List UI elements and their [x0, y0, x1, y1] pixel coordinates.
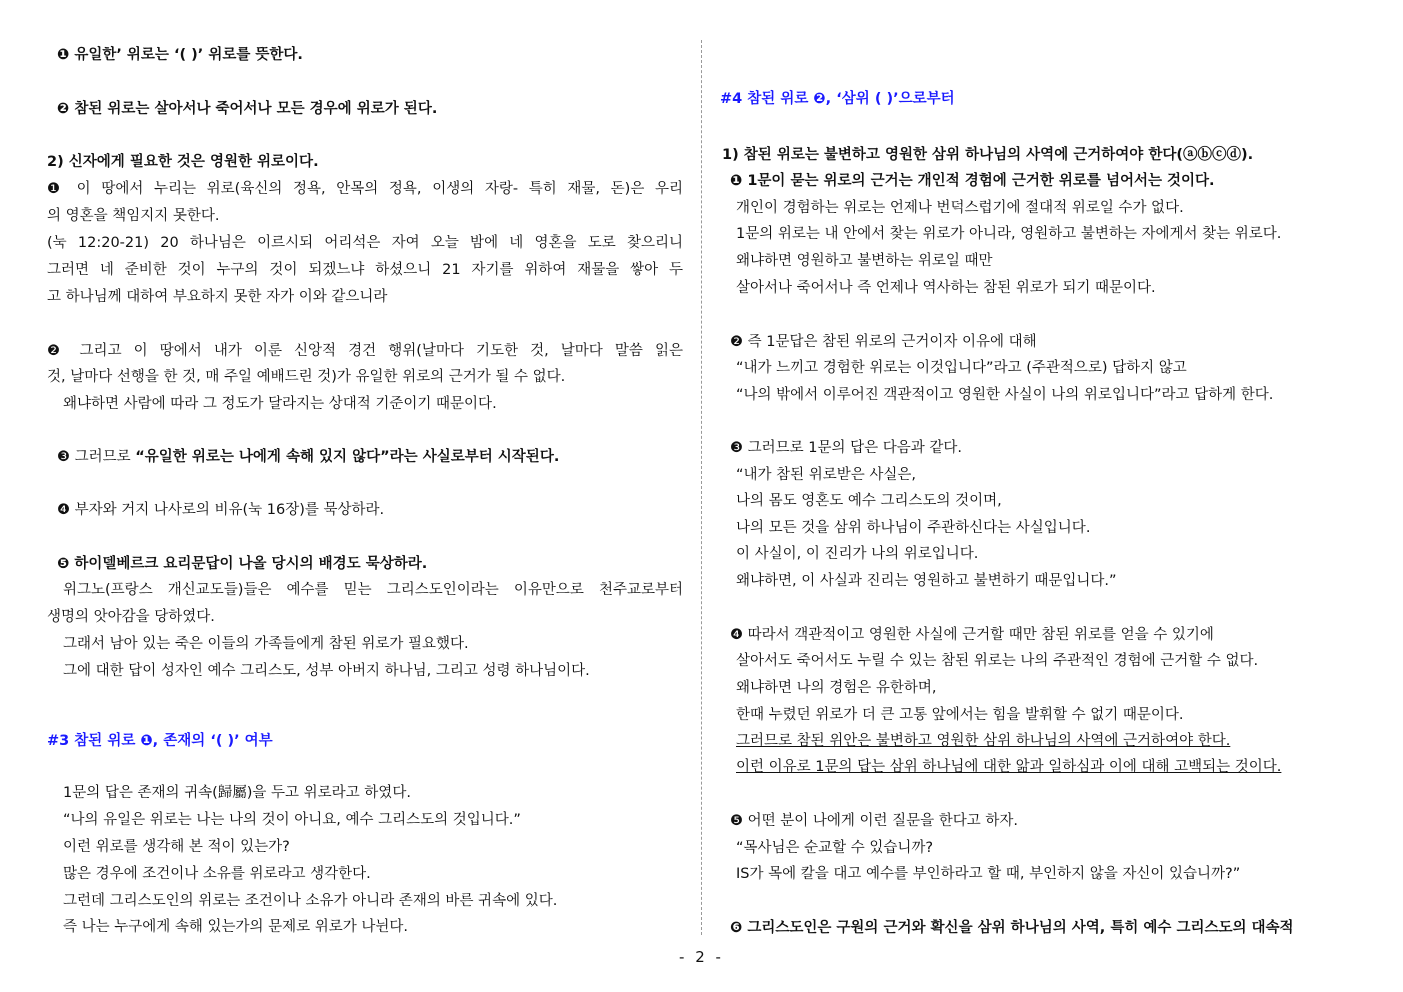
item-2-line: ❷ 즉 1문답은 참된 위로의 근거이자 이유에 대해 [730, 334, 1037, 350]
item-4-line: ❹ 따라서 객관적이고 영원한 사실에 근거할 때만 참된 위로를 얻을 수 있기에 [730, 627, 1214, 643]
paragraph-line: 생명의 앗아감을 당하였다. [47, 609, 215, 625]
paragraph-line: 왜냐하면 사람에 따라 그 정도가 달라지는 상대적 기준이기 때문이다. [63, 396, 497, 412]
section-4-heading: #4 참된 위로 ❷, ‘삼위 ( )’으로부터 [720, 91, 955, 107]
item-1-line: ❶ 1문이 묻는 위로의 근거는 개인적 경험에 근거한 위로를 넘어서는 것이다. [730, 173, 1215, 189]
quote-line: 왜냐하면, 이 사실과 진리는 영원하고 불변하기 때문입니다.” [736, 573, 1117, 589]
item-3-line [47, 447, 559, 467]
section-3-heading: #3 참된 위로 ❶, 존재의 ‘( )’ 여부 [47, 733, 273, 749]
paragraph-line: “나의 유일은 위로는 나는 나의 것이 아니요, 예수 그리스도의 것입니다.” [63, 812, 521, 828]
paragraph-line: 이런 위로를 생각해 본 적이 있는가? [63, 839, 290, 855]
paragraph-line: 많은 경우에 조건이나 소유를 위로라고 생각한다. [63, 866, 371, 882]
paragraph-line: 그에 대한 답이 성자인 예수 그리스도, 성부 아버지 하나님, 그리고 성령 하나님이다. [63, 663, 590, 679]
paragraph-line: 1문의 위로는 내 안에서 찾는 위로가 아니라, 영원하고 불변하는 자에게서 찾는 위로다. [736, 226, 1282, 242]
quote-line: “목사님은 순교할 수 있습니까? [736, 840, 934, 856]
quote-line: IS가 목에 칼을 대고 예수를 부인하라고 할 때, 부인하지 않을 자신이 있습니까?” [736, 866, 1241, 882]
scripture-line: 고 하나님께 대하여 부요하지 못한 자가 이와 같으니라 [47, 289, 388, 305]
paragraph-line: 왜냐하면 영원하고 불변하는 위로일 때만 [736, 253, 993, 269]
scripture-line: (눅 12:20-21) 20 하나님은 이르시되 어리석은 자여 오늘 밤에 네 영혼을 도로 찾으리니 [47, 235, 683, 251]
paragraph-line: 의 영혼을 책임지지 못한다. [47, 208, 220, 224]
paragraph-line: 1문의 답은 존재의 귀속(歸屬)을 두고 위로라고 하였다. [63, 785, 411, 801]
paragraph-line: 살아서도 죽어서도 누릴 수 있는 참된 위로는 나의 주관적인 경험에 근거할 수 없다. [736, 653, 1259, 669]
section-2-title: 2) 신자에게 필요한 것은 영원한 위로이다. [47, 154, 319, 170]
item-1-line: ❶ 유일한’ 위로는 ‘( )’ 위로를 뜻한다. [57, 47, 303, 63]
column-divider [701, 40, 702, 935]
paragraph-line: 그런데 그리스도인의 위로는 조건이나 소유가 아니라 존재의 바른 귀속에 있다. [63, 893, 558, 909]
underlined-line: 이런 이유로 1문의 답는 삼위 하나님에 대한 앎과 일하심과 이에 대해 고백되는 것이다. [736, 759, 1282, 775]
item-3-line: ❸ 그러므로 1문의 답은 다음과 같다. [730, 440, 962, 456]
item-5-line: ❺ 하이델베르크 요리문답이 나올 당시의 배경도 묵상하라. [57, 556, 428, 572]
quote-line: 나의 모든 것을 삼위 하나님이 주관하신다는 사실입니다. [736, 520, 1091, 536]
paragraph-line: “내가 느끼고 경험한 위로는 이것입니다”라고 (주관적으로) 답하지 않고 [736, 360, 1187, 376]
quote-line: 나의 몸도 영혼도 예수 그리스도의 것이며, [736, 493, 1002, 509]
paragraph-line: 왜냐하면 나의 경험은 유한하며, [736, 680, 937, 696]
section-4-subtitle: 1) 참된 위로는 불변하고 영원한 삼위 하나님의 사역에 근거하여야 한다(ⓐⓑⓒⓓ). [722, 147, 1254, 163]
item-5-line: ❺ 어떤 분이 나에게 이런 질문을 한다고 하자. [730, 813, 1018, 829]
paragraph-line: ❷ 그리고 이 땅에서 내가 이룬 신앙적 경건 행위(날마다 기도한 것, 날마다 말씀 읽은 [47, 343, 683, 359]
paragraph-line: 한때 누렸던 위로가 더 큰 고통 앞에서는 힘을 발휘할 수 없기 때문이다. [736, 707, 1184, 723]
paragraph-line: 살아서나 죽어서나 즉 언제나 역사하는 참된 위로가 되기 때문이다. [736, 280, 1156, 296]
underlined-line: 그러므로 참된 위안은 불변하고 영원한 삼위 하나님의 사역에 근거하여야 한다. [736, 733, 1231, 749]
page-number: - 2 - [679, 948, 724, 966]
paragraph-line: ❶ 이 땅에서 누리는 위로(육신의 정욕, 안목의 정욕, 이생의 자랑- 특히 재물, 돈)은 우리 [47, 181, 683, 197]
paragraph-line: 위그노(프랑스 개신교도들)들은 예수를 믿는 그리스도인이라는 이유만으로 천주교로부터 [63, 582, 683, 598]
quote-line: “내가 참된 위로받은 사실은, [736, 467, 917, 483]
paragraph-line: 즉 나는 누구에게 속해 있는가의 문제로 위로가 나뉜다. [63, 919, 409, 935]
item-3-emphasis: “유일한 위로는 나에게 속해 있지 않다”라는 사실로부터 시작된다. [135, 449, 560, 465]
paragraph-line: “나의 밖에서 이루어진 객관적이고 영원한 사실이 나의 위로입니다”라고 답하게 한다. [736, 387, 1274, 403]
item-4-line: ❹ 부자와 거지 나사로의 비유(눅 16장)를 묵상하라. [57, 502, 385, 518]
paragraph-line: 그래서 남아 있는 죽은 이들의 가족들에게 참된 위로가 필요했다. [63, 636, 469, 652]
item-3-prefix: ❸ 그러므로 [57, 449, 136, 465]
paragraph-line: 개인이 경험하는 위로는 언제나 번덕스럽기에 절대적 위로일 수가 없다. [736, 200, 1184, 216]
item-2-line: ❷ 참된 위로는 살아서나 죽어서나 모든 경우에 위로가 된다. [57, 101, 438, 117]
item-6-line: ❻ 그리스도인은 구원의 근거와 확신을 삼위 하나님의 사역, 특히 예수 그리스도의 대속적 [730, 920, 1294, 936]
paragraph-line: 것, 날마다 선행을 한 것, 매 주일 예배드린 것)가 유일한 위로의 근거가 될 수 없다. [47, 369, 566, 385]
scripture-line: 그러면 네 준비한 것이 누구의 것이 되겠느냐 하셨으니 21 자기를 위하여 재물을 쌓아 두 [47, 262, 683, 278]
quote-line: 이 사실이, 이 진리가 나의 위로입니다. [736, 546, 979, 562]
